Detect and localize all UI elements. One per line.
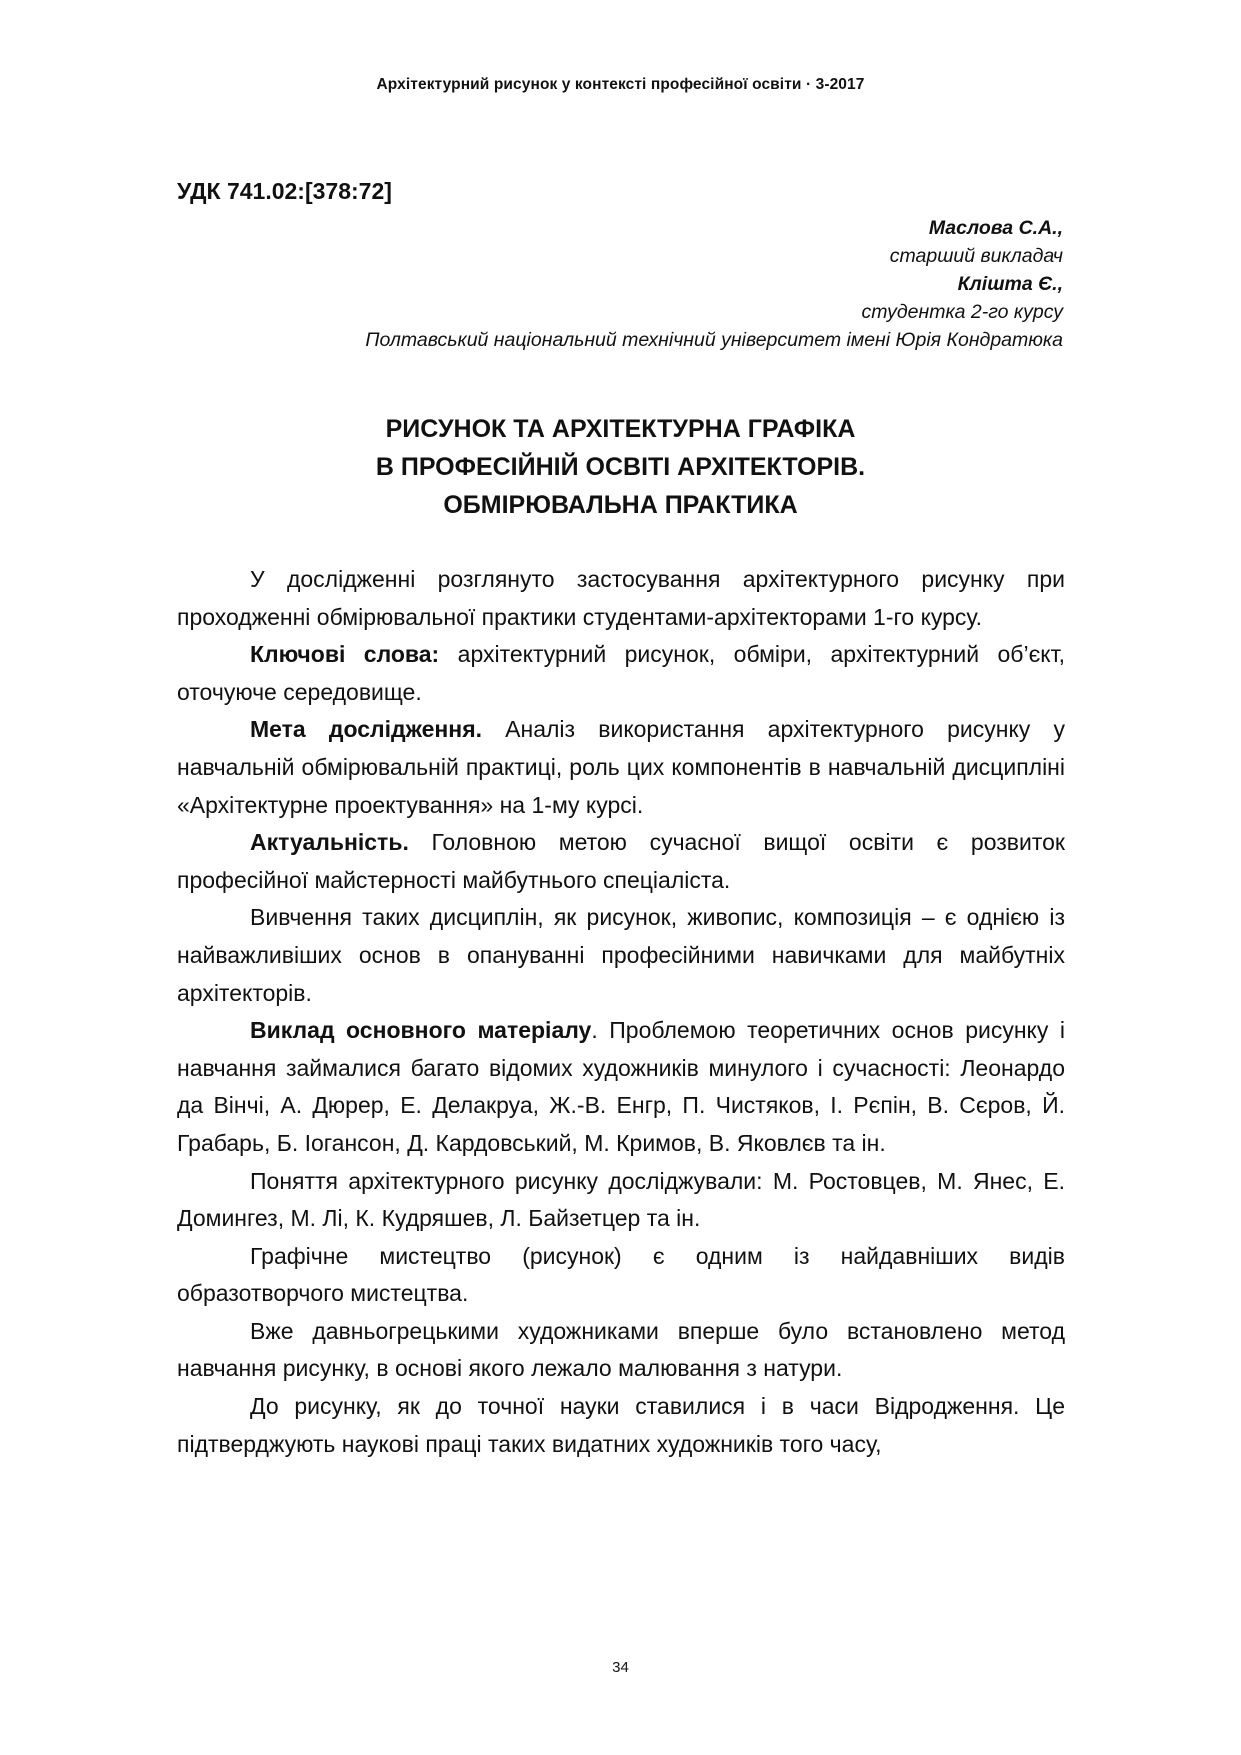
author-block [365,214,1063,354]
body-paragraph: Вже давньогрецькими художниками вперше було встановлено метод навчання рисунку, в основі якого лежало малювання з натури. [177,1317,1065,1382]
goal-paragraph [177,711,1065,824]
main-material-label: Виклад основного матеріалу [250,1017,592,1044]
keywords-text: архітектурний рисунок, обміри, архітектурний об’єкт, оточуюче середовище. [177,641,1065,705]
main-material-paragraph [177,1012,1065,1162]
goal-text: Аналіз використання архітектурного рисунку у навчальній обмірювальній практиці, роль цих компонентів в навчальній дисципліні «Архітектурне проектування» на 1-му курсі. [177,716,1065,818]
abstract-paragraph: У дослідженні розглянуто застосування архітектурного рисунку при проходженні обмірювальної практики студентами-архітекторами 1-го курсу. [177,566,1065,630]
relevance-paragraph [177,824,1065,899]
article-title [0,410,1241,524]
page-number: 34 [612,1659,629,1676]
title-line: ОБМІРЮВАЛЬНА ПРАКТИКА [443,491,798,519]
title-line: В ПРОФЕСІЙНІЙ ОСВІТІ АРХІТЕКТОРІВ. [375,453,866,481]
body-paragraph: До рисунку, як до точної науки ставилися і в часи Відродження. Це підтверджують наукові праці таких видатних художників того часу, [177,1393,1065,1457]
author-affiliation: Полтавський національний технічний університет імені Юрія Кондратюка [365,329,1063,351]
main-material-text: . Проблемою теоретичних основ рисунку і навчання займалися багато відомих художників минулого і сучасності: Леонардо да Вінчі, А. Дюрер, Е. Делакруа, Ж.-В. Енгр, П. Чистяков, І. Рєпін, В. Сєров, Й. Грабарь, Б. Іогансон, Д. Кардовський, М. Кримов, В. Яковлєв та ін. [177,1017,1065,1156]
relevance-label: Актуальність. [250,829,409,856]
body-paragraph: Вивчення таких дисциплін, як рисунок, живопис, композиція – є однією із найважливіших основ в опануванні професійними навичками для майбутніх архітекторів. [177,904,1065,1006]
keywords-paragraph [177,636,1065,711]
relevance-text: Головною метою сучасної вищої освіти є розвиток професійної майстерності майбутнього спеціаліста. [177,829,1065,893]
author-position: старший викладач [889,245,1063,267]
udk-code: УДК 741.02:[378:72] [177,178,392,204]
running-header: Архітектурний рисунок у контексті професійної освіти · 3-2017 [376,76,865,93]
goal-label: Мета дослідження. [250,716,482,743]
keywords-label: Ключові слова: [250,641,440,668]
article-body [177,561,1065,1463]
title-line: РИСУНОК ТА АРХІТЕКТУРНА ГРАФІКА [385,415,856,443]
author-position: студентка 2-го курсу [861,301,1063,323]
body-paragraph: Графічне мистецтво (рисунок) є одним із найдавніших видів образотворчого мистецтва. [177,1242,1065,1307]
author-name: Клішта Є., [957,273,1063,295]
author-name: Маслова С.А., [928,217,1063,239]
body-paragraph: Поняття архітектурного рисунку досліджували: М. Ростовцев, М. Янес, Е. Домингез, М. Лі, К. Кудряшев, Л. Байзетцер та ін. [177,1167,1065,1232]
